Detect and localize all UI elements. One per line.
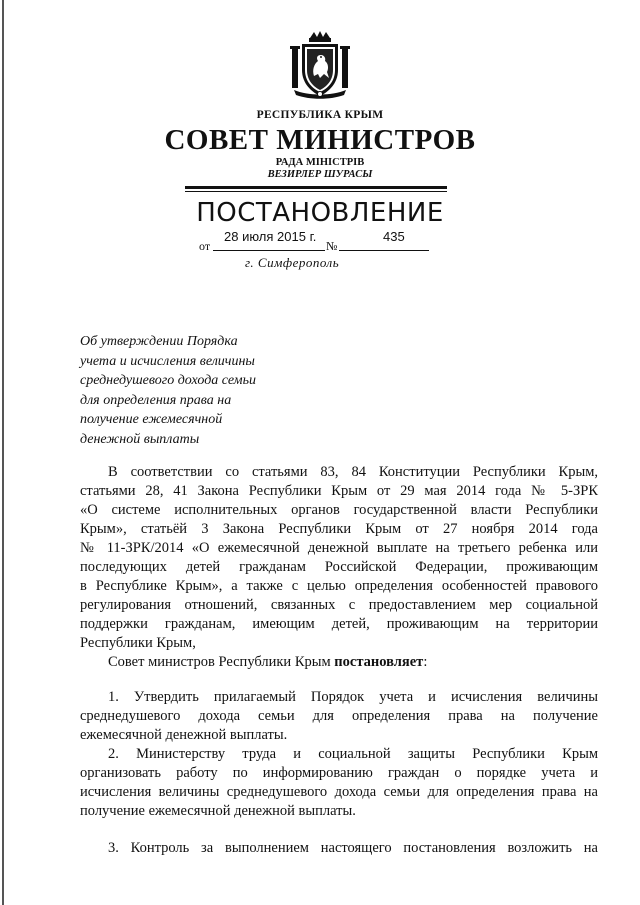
- crimea-coat-of-arms-icon: [288, 30, 352, 100]
- republic-name: РЕСПУБЛИКА КРЫМ: [256, 109, 384, 121]
- date-prefix: от: [199, 239, 211, 253]
- resolution-lead: Совет министров Республики Крым: [108, 654, 335, 670]
- council-name-crimean-tatar: ВЕЗИРЛЕР ШУРАСЫ: [267, 169, 373, 180]
- preamble-line: В соответствии со статьями 83, 84 Конституции Республики Крым,: [108, 464, 598, 480]
- preamble-line: № 11-ЗРК/2014 «О ежемесячной денежной выплате на третьего ребенка или: [80, 540, 598, 556]
- subject-line: получение ежемесячной: [80, 412, 223, 427]
- resolution-colon: :: [423, 654, 428, 670]
- preamble-line: Крым», статьёй 3 Закона Республики Крым от 27 ноября 2014 года: [80, 521, 598, 537]
- preamble-line: «О системе исполнительных органов государственной власти Республики: [80, 502, 598, 518]
- subject-line: среднедушевого дохода семьи: [80, 373, 256, 388]
- decree-number: 435: [383, 229, 405, 244]
- preamble-line: статьями 28, 41 Закона Республики Крым от 29 мая 2014 года № 5-ЗРК: [80, 483, 598, 499]
- subject-line: для определения права на: [80, 392, 232, 408]
- item2-line: исчисления величины среднедушевого дохода семьи для определения права на: [80, 784, 598, 800]
- decree-date: 28 июля 2015 г.: [224, 229, 317, 244]
- decree-city: г. Симферополь: [245, 255, 340, 270]
- decree-title: ПОСТАНОВЛЕНИЕ: [196, 198, 444, 228]
- subject-line: Об утверждении Порядка: [80, 334, 238, 349]
- resolution-verb: постановляет: [334, 654, 424, 670]
- subject-line: учета и исчисления величины: [80, 353, 255, 369]
- header-divider-thin: [185, 191, 447, 192]
- item2-line: организовать работу по информированию граждан о порядке учета и: [80, 765, 598, 781]
- decree-subject: [80, 332, 310, 449]
- preamble-line: регулирования отношений, связанных с предоставлением мер социальной: [80, 597, 598, 613]
- item2-line: 2. Министерству труда и социальной защиты Республики Крым: [108, 746, 598, 762]
- resolution-statement: [108, 653, 598, 672]
- item2-line: получение ежемесячной денежной выплаты.: [80, 803, 356, 819]
- preamble-line: последующих детей гражданам Российской Федерации, проживающим: [80, 559, 598, 575]
- number-prefix: №: [326, 239, 338, 253]
- item3-line: 3. Контроль за выполнением настоящего постановления возложить на: [108, 840, 598, 856]
- council-name: СОВЕТ МИНИСТРОВ: [164, 124, 476, 156]
- item1-line: 1. Утвердить прилагаемый Порядок учета и исчисления величины: [108, 689, 598, 705]
- council-name-ukrainian: РАДА МІНІСТРІВ: [275, 157, 365, 168]
- preamble-line: поддержки гражданам, имеющим детей, проживающим на территории: [80, 616, 598, 632]
- date-underline: [213, 250, 325, 251]
- header-divider-thick: [185, 186, 447, 189]
- subject-line: денежной выплаты: [80, 431, 200, 447]
- preamble-line: Республики Крым,: [80, 635, 196, 651]
- preamble-line: в Республике Крым», а также с целью определения особенностей правового: [80, 578, 598, 594]
- number-underline: [339, 250, 429, 251]
- item1-line: среднедушевого дохода семьи для определения права на получение: [80, 708, 598, 724]
- item1-line: ежемесячной денежной выплаты.: [80, 727, 288, 743]
